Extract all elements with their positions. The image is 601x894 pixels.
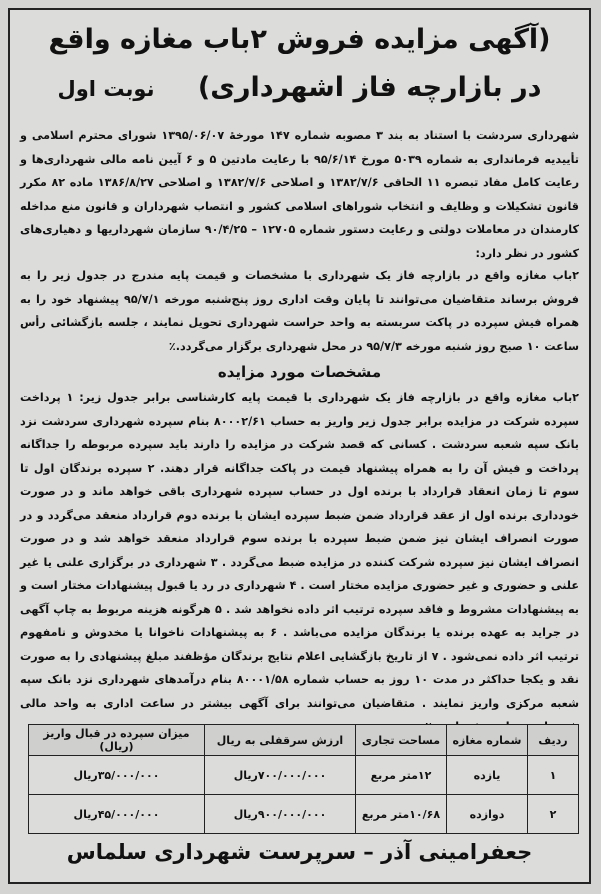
- header-deposit: میزان سپرده در قبال واریز (ریال): [29, 725, 205, 756]
- sale-paragraph: ۲باب مغازه واقع در بازارچه فاز یک شهرداری با مشخصات و قیمت پایه مندرج در جدول زیر را به فروش برساند متقاضیان می‌توانند تا پایان وقت اداری روز پنج‌شنبه مورخه ۹۵/۷/۱ پیشنهاد خود را به همراه فیش سپرده در پاکت سربسته به واحد حراست شهرداری تحویل نمایند ، جلسه بازگشائی رأس ساعت ۱۰ صبح روز شنبه مورخه ۹۵/۷/۳ در محل شهرداری برگزار می‌گردد.٪: [20, 269, 579, 353]
- notice-title-line1: (آگهی مزایده فروش ۲باب مغازه واقع: [48, 24, 551, 55]
- notice-page: [8, 8, 591, 884]
- table-header-row: [29, 725, 579, 756]
- header-shop-number: شماره مغازه: [447, 725, 528, 756]
- cell-area: ۱۰/۶۸متر مربع: [356, 795, 447, 834]
- cell-deposit: ۴۵/۰۰۰/۰۰۰ریال: [29, 795, 205, 834]
- footer-signature: جعفرامینی آذر – سرپرست شهرداری سلماس: [66, 840, 533, 864]
- conditions-paragraph: ۲باب مغازه واقع در بازارچه فاز یک شهرداری با قیمت پایه کارشناسی برابر جدول زیر: ۱ پرداخت سپرده شرکت در مزایده برابر جدول زیر واریز به حساب ۸۰۰۰۲/۶۱ بنام سپرده شهرداری سردشت نزد بانک سپه شعبه سردشت . کسانی که قصد شرکت در مزایده را دارند باید سپرده مربوطه را جداگانه پرداخت و فیش آن را به همراه پیشنهاد قیمت در پاکت جداگانه قرار دهند. ۲ سپرده برندگان اول تا سوم تا زمان انعقاد قرارداد با برنده اول در حساب سپرده شهرداری باقی خواهد ماند و در صورت خودداری برنده اول از عقد قرارداد ضمن ضبط سپرده ایشان با برنده دوم قرارداد منعقد می‌گردد و در صورت انصراف ایشان نیز ضمن ضبط سپرده با برنده سوم قرارداد منعقد خواهد شد و در صورت انصراف ایشان نیز سپرده شرکت کننده در مزایده ضبط می‌گردد . ۳ شهرداری در برگزاری علنی یا غیر علنی و حضوری و غیر حضوری مزایده مختار است . ۴ شهرداری در رد یا قبول پیشنهادات مختار است و به پیشنهادات مشروط و فاقد سپرده ترتیب اثر داده نخواهد شد . ۵ هرگونه هزینه مربوط به چاپ آگهی در جراید به عهده برنده یا برندگان مزایده می‌باشد . ۶ به پیشنهادات ناخوانا یا مخدوش و نامفهوم ترتیب اثر داده نمی‌شود . ۷ از تاریخ بازگشایی اعلام نتایج برندگان مؤظفند مبلغ پیشنهادی را به صورت نقد و یکجا حداکثر در مدت ۱۰ روز به حساب شماره ۸۰۰۰۱/۵۸ بنام درآمدهای شهرداری نزد بانک سپه شعبه مرکزی واریز نمایند . متقاضیان می‌توانند برای آگهی بیشتر در ساعت اداری به واحد مالی: [20, 391, 580, 710]
- notice-title-text: در بازارچه فاز اشهرداری): [197, 72, 542, 103]
- cell-row-number: ۲: [528, 795, 579, 834]
- cell-shop-number: دوازده: [447, 795, 528, 834]
- cell-row-number: ۱: [528, 756, 579, 795]
- intro-paragraph: شهرداری سردشت با استناد به بند ۳ مصوبه شماره ۱۴۷ مورخهٔ ۱۳۹۵/۰۶/۰۷ شورای محترم اسلامی و تأییدیه فرمانداری به شماره ۵۰۳۹ مورخ ۹۵/۶/۱۴ با رعایت مادتین ۵ و ۶ آیین نامه مالی شهرداری‌ها و رعایت کامل مفاد تبصره ۱۱ الحاقی ۱۳۸۲/۷/۶ و اصلاحی ۱۳۸۲/۷/۶ و اصلاحی ۱۳۸۶/۸/۲۷ ماده ۸۲ مکرر قانون تشکیلات و وظایف و انتخاب شوراهای اسلامی کشور و انتصاب شهرداران و قانون منع مداخله کارمندان در معاملات دولتی و رعایت دستور شماره ۱۲۷۰۵ – ۹۰/۴/۲۵ سازمان شهرداریها و دهیاری‌های کشور در نظر دارد:: [20, 129, 580, 260]
- cell-goodwill-value: ۹۰۰/۰۰۰/۰۰۰ریال: [205, 795, 356, 834]
- header-row-number: ردیف: [528, 725, 579, 756]
- header-area: مساحت تجاری: [356, 725, 447, 756]
- shops-table: [28, 724, 579, 834]
- table-row: [29, 756, 579, 795]
- header-goodwill-value: ارزش سرقفلی به ریال: [205, 725, 356, 756]
- cell-area: ۱۲متر مربع: [356, 756, 447, 795]
- section-heading: مشخصات مورد مزایده: [217, 363, 382, 381]
- cell-goodwill-value: ۷۰۰/۰۰۰/۰۰۰ریال: [205, 756, 356, 795]
- cell-deposit: ۳۵/۰۰۰/۰۰۰ریال: [29, 756, 205, 795]
- notice-title-line2: [20, 72, 579, 103]
- notice-turn-label: نوبت اول: [57, 77, 155, 101]
- table-row: [29, 795, 579, 834]
- cell-shop-number: یازده: [447, 756, 528, 795]
